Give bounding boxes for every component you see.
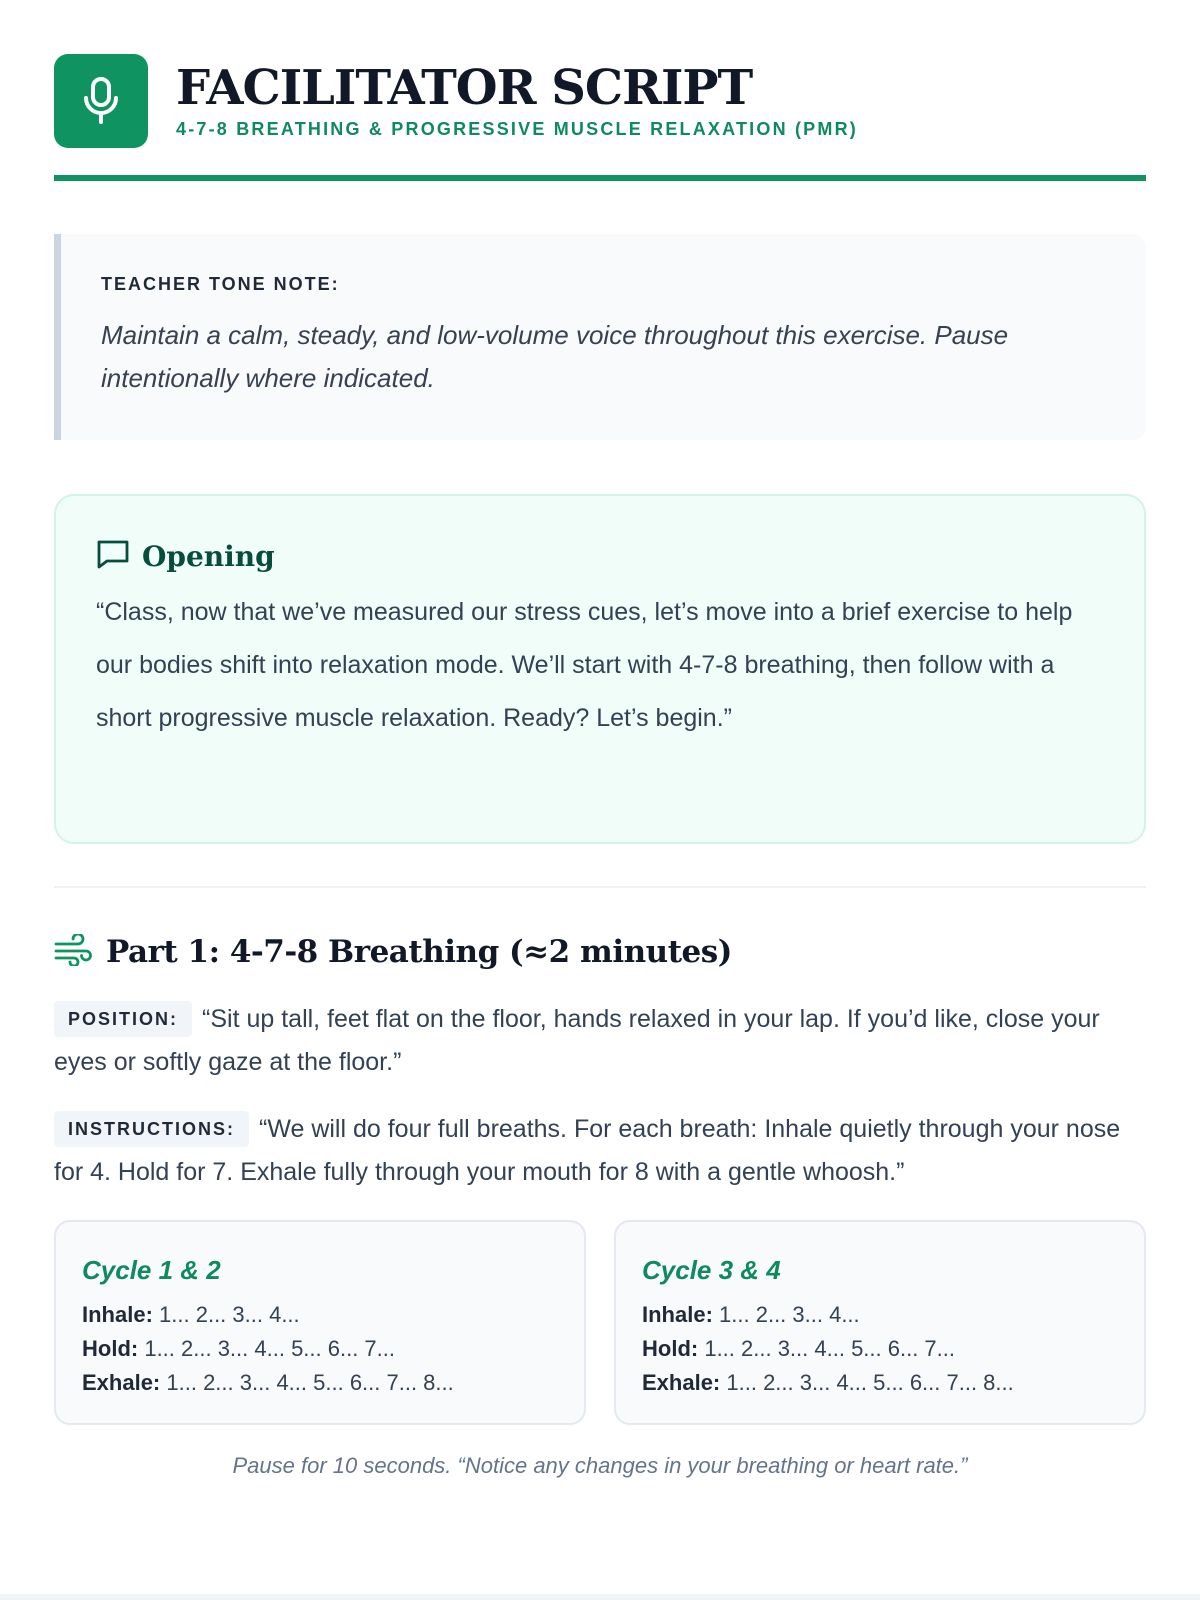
instructions-paragraph bbox=[54, 1108, 1146, 1194]
header-divider bbox=[54, 175, 1146, 181]
wind-icon bbox=[54, 934, 92, 971]
hold-line bbox=[82, 1332, 558, 1366]
part1-title: Part 1: 4-7-8 Breathing (≈2 minutes) bbox=[106, 934, 732, 970]
inhale-line bbox=[82, 1298, 558, 1332]
instructions-badge: INSTRUCTIONS: bbox=[54, 1111, 249, 1147]
cycle-card bbox=[614, 1220, 1146, 1425]
opening-card bbox=[54, 494, 1146, 844]
hold-label: Hold: bbox=[82, 1336, 139, 1361]
position-paragraph bbox=[54, 998, 1146, 1084]
cycle-title: Cycle 1 & 2 bbox=[82, 1255, 221, 1285]
inhale-count: 1... 2... 3... 4... bbox=[159, 1302, 300, 1327]
tone-note-label: TEACHER TONE NOTE: bbox=[101, 274, 340, 294]
tone-note bbox=[54, 234, 1146, 440]
cycle-lines bbox=[642, 1298, 1118, 1400]
page-title: FACILITATOR SCRIPT bbox=[176, 60, 753, 116]
cycle-card bbox=[54, 1220, 586, 1425]
exhale-label: Exhale: bbox=[82, 1370, 161, 1395]
cycle-cards bbox=[54, 1220, 1146, 1425]
header-text bbox=[176, 62, 858, 140]
hold-count: 1... 2... 3... 4... 5... 6... 7... bbox=[144, 1336, 396, 1361]
hold-label: Hold: bbox=[642, 1336, 699, 1361]
page-subtitle: 4-7-8 BREATHING & PROGRESSIVE MUSCLE RELAXATION (PMR) bbox=[176, 119, 858, 139]
exhale-count: 1... 2... 3... 4... 5... 6... 7... 8... bbox=[726, 1370, 1014, 1395]
opening-heading bbox=[96, 538, 1104, 574]
section-divider bbox=[54, 886, 1146, 888]
exhale-line bbox=[642, 1366, 1118, 1400]
position-text: “Sit up tall, feet flat on the floor, hands relaxed in your lap. If you’d like, close your eyes or softly gaze at the floor.” bbox=[54, 1005, 1100, 1076]
position-badge: POSITION: bbox=[54, 1001, 192, 1037]
inhale-label: Inhale: bbox=[82, 1302, 153, 1327]
page-bottom-edge bbox=[0, 1594, 1200, 1600]
exhale-label: Exhale: bbox=[642, 1370, 721, 1395]
tone-note-text: Maintain a calm, steady, and low-volume voice throughout this exercise. Pause intentionally where indicated. bbox=[101, 320, 1009, 393]
instructions-text: “We will do four full breaths. For each breath: Inhale quietly through your nose for 4. Hold for 7. Exhale fully through your mouth for 8 with a gentle whoosh.” bbox=[54, 1115, 1121, 1186]
opening-title: Opening bbox=[142, 539, 275, 573]
pause-note: Pause for 10 seconds. “Notice any changes in your breathing or heart rate.” bbox=[232, 1453, 968, 1478]
cycle-lines bbox=[82, 1298, 558, 1400]
cycle-title: Cycle 3 & 4 bbox=[642, 1255, 781, 1285]
microphone-icon bbox=[54, 54, 148, 148]
part1-heading bbox=[54, 930, 1146, 974]
hold-line bbox=[642, 1332, 1118, 1366]
inhale-count: 1... 2... 3... 4... bbox=[719, 1302, 860, 1327]
inhale-line bbox=[642, 1298, 1118, 1332]
exhale-line bbox=[82, 1366, 558, 1400]
speech-bubble-icon bbox=[96, 538, 130, 575]
opening-text: “Class, now that we’ve measured our stress cues, let’s move into a brief exercise to help our bodies shift into relaxation mode. We’ll start with 4-7-8 breathing, then follow with a short progressive muscle relaxation. Ready? Let’s begin.” bbox=[96, 598, 1073, 732]
inhale-label: Inhale: bbox=[642, 1302, 713, 1327]
header bbox=[54, 54, 1146, 148]
hold-count: 1... 2... 3... 4... 5... 6... 7... bbox=[704, 1336, 956, 1361]
exhale-count: 1... 2... 3... 4... 5... 6... 7... 8... bbox=[166, 1370, 454, 1395]
